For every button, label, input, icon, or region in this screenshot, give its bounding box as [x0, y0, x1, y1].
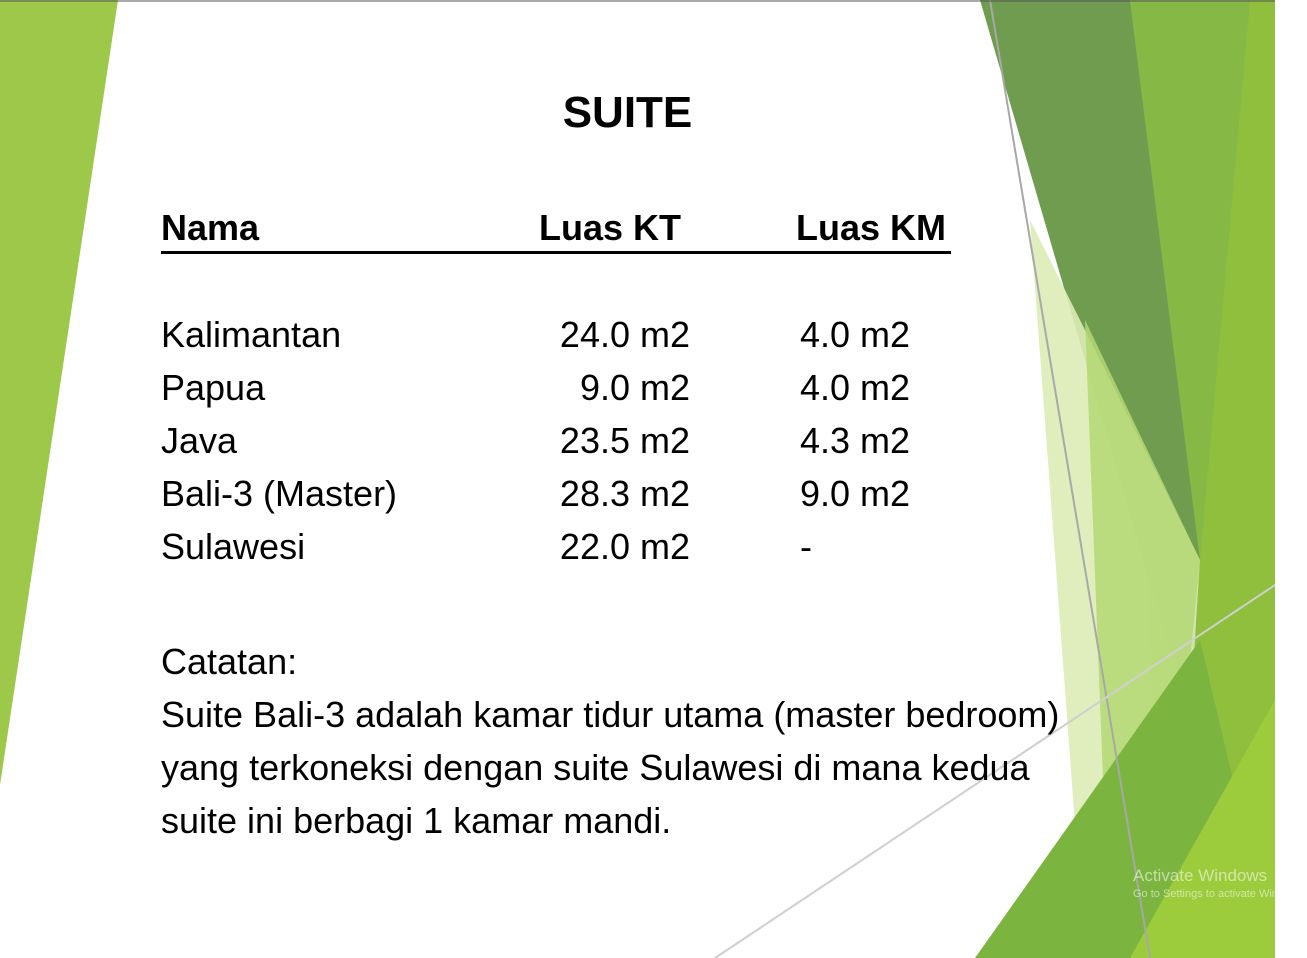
- cell-nama: Papua: [161, 367, 266, 408]
- cell-luas-km: 4.0 m2: [800, 367, 911, 408]
- cell-luas-kt: 24.0 m2: [559, 314, 690, 355]
- cell-nama: Java: [161, 420, 238, 461]
- table-body: [161, 314, 951, 579]
- note-body: Suite Bali-3 adalah kamar tidur utama (master bedroom) yang terkoneksi dengan suite Sulawesi di mana kedua suite ini berbagi 1 kamar mandi.: [161, 694, 1060, 841]
- cell-luas-km: 9.0 m2: [800, 473, 911, 514]
- cell-luas-kt: 23.5 m2: [559, 420, 690, 461]
- table-row: [161, 367, 951, 420]
- cell-nama: Bali-3 (Master): [161, 473, 398, 514]
- watermark-subtitle: Go to Settings to activate Windows.: [1133, 888, 1307, 900]
- cell-nama: Sulawesi: [161, 526, 306, 567]
- cell-nama: Kalimantan: [161, 314, 342, 355]
- cell-luas-kt: 22.0 m2: [559, 526, 690, 567]
- note-block: [161, 635, 1081, 847]
- suite-table: [161, 205, 951, 579]
- cell-luas-kt: 28.3 m2: [559, 473, 690, 514]
- cell-luas-km: 4.3 m2: [800, 420, 911, 461]
- activation-watermark: [1133, 866, 1307, 900]
- table-row: [161, 314, 951, 367]
- cell-luas-km: -: [800, 526, 812, 567]
- table-header: [161, 205, 951, 254]
- header-nama: Nama: [161, 207, 260, 248]
- table-row: [161, 420, 951, 473]
- cell-luas-km: 4.0 m2: [800, 314, 911, 355]
- slide-title: SUITE: [562, 88, 693, 137]
- header-luas-km: Luas KM: [796, 207, 947, 248]
- watermark-title: Activate Windows: [1133, 866, 1268, 885]
- note-heading: Catatan:: [161, 641, 298, 682]
- table-row: [161, 526, 951, 579]
- cell-luas-kt: 9.0 m2: [579, 367, 690, 408]
- header-luas-kt: Luas KT: [539, 207, 682, 248]
- table-row: [161, 473, 951, 526]
